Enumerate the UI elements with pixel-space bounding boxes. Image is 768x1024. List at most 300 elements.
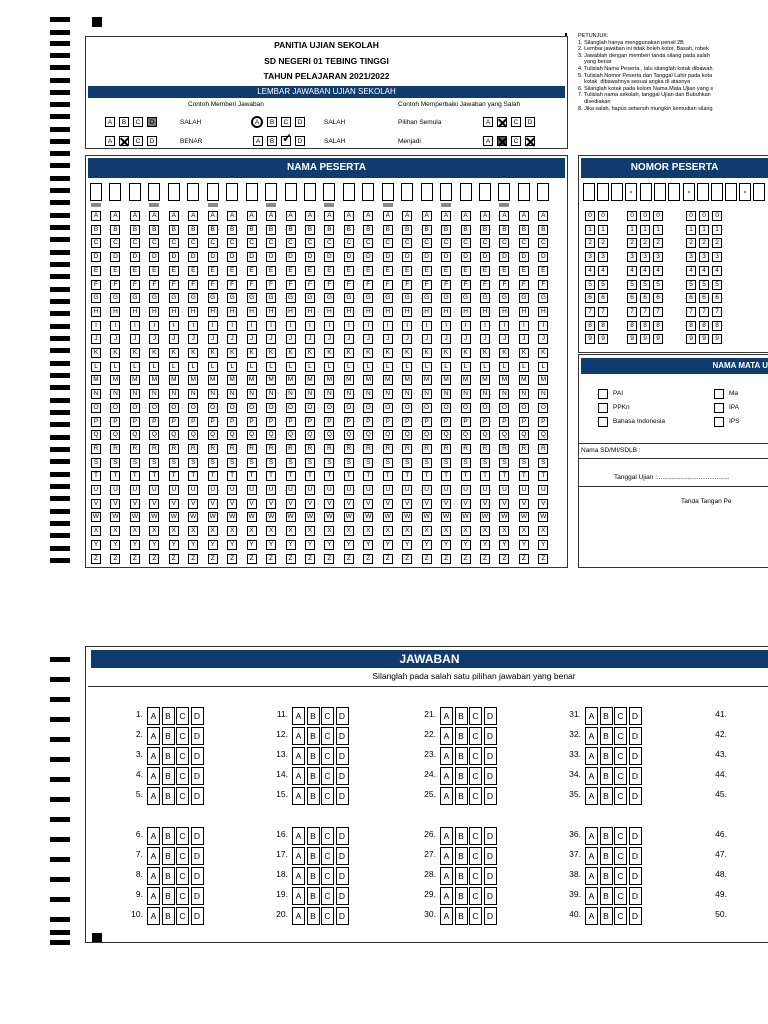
answer-bubble-c[interactable]: C	[176, 827, 189, 845]
answer-bubble-a[interactable]: A	[585, 907, 598, 925]
name-bubble-v[interactable]: V	[110, 499, 120, 509]
name-bubble-q[interactable]: Q	[305, 430, 315, 440]
name-bubble-f[interactable]: F	[110, 280, 120, 290]
name-bubble-n[interactable]: N	[363, 389, 373, 399]
name-bubble-c[interactable]: C	[499, 238, 509, 248]
nomor-bubble-8[interactable]: 8	[699, 321, 709, 331]
name-bubble-t[interactable]: T	[538, 471, 548, 481]
name-bubble-u[interactable]: U	[402, 485, 412, 495]
answer-bubble-d[interactable]: D	[484, 727, 497, 745]
name-bubble-m[interactable]: M	[208, 375, 218, 385]
name-bubble-u[interactable]: U	[324, 485, 334, 495]
name-bubble-e[interactable]: E	[344, 266, 354, 276]
answer-bubble-d[interactable]: D	[336, 867, 349, 885]
name-bubble-b[interactable]: B	[227, 225, 237, 235]
name-bubble-n[interactable]: N	[499, 389, 509, 399]
name-bubble-x[interactable]: X	[519, 526, 529, 536]
name-bubble-o[interactable]: O	[499, 403, 509, 413]
name-bubble-z[interactable]: Z	[461, 554, 471, 564]
name-bubble-z[interactable]: Z	[305, 554, 315, 564]
answer-bubble-b[interactable]: B	[600, 767, 613, 785]
nomor-bubble-2[interactable]: 2	[699, 238, 709, 248]
name-bubble-f[interactable]: F	[227, 280, 237, 290]
name-bubble-v[interactable]: V	[91, 499, 101, 509]
name-bubble-n[interactable]: N	[344, 389, 354, 399]
name-bubble-d[interactable]: D	[402, 252, 412, 262]
nomor-bubble-6[interactable]: 6	[699, 293, 709, 303]
name-bubble-o[interactable]: O	[519, 403, 529, 413]
name-bubble-u[interactable]: U	[441, 485, 451, 495]
name-write-box[interactable]	[226, 183, 238, 201]
answer-bubble-c[interactable]: C	[321, 747, 334, 765]
answer-bubble-a[interactable]: A	[292, 767, 305, 785]
name-bubble-g[interactable]: G	[441, 293, 451, 303]
name-write-box[interactable]	[285, 183, 297, 201]
name-bubble-v[interactable]: V	[266, 499, 276, 509]
name-bubble-q[interactable]: Q	[383, 430, 393, 440]
name-bubble-b[interactable]: B	[441, 225, 451, 235]
answer-bubble-d[interactable]: D	[629, 907, 642, 925]
name-bubble-j[interactable]: J	[188, 334, 198, 344]
name-bubble-v[interactable]: V	[149, 499, 159, 509]
answer-bubble-d[interactable]: D	[191, 887, 204, 905]
name-bubble-n[interactable]: N	[188, 389, 198, 399]
name-bubble-y[interactable]: Y	[305, 540, 315, 550]
name-bubble-o[interactable]: O	[91, 403, 101, 413]
name-bubble-n[interactable]: N	[461, 389, 471, 399]
nomor-bubble-9[interactable]: 9	[653, 334, 663, 344]
name-bubble-h[interactable]: H	[130, 307, 140, 317]
name-bubble-w[interactable]: W	[501, 513, 508, 521]
name-bubble-e[interactable]: E	[305, 266, 315, 276]
answer-bubble-b[interactable]: B	[600, 887, 613, 905]
name-bubble-z[interactable]: Z	[208, 554, 218, 564]
name-bubble-g[interactable]: G	[286, 293, 296, 303]
name-bubble-t[interactable]: T	[169, 471, 179, 481]
answer-bubble-a[interactable]: A	[440, 867, 453, 885]
name-bubble-f[interactable]: F	[402, 280, 412, 290]
nomor-bubble-2[interactable]: 2	[598, 238, 608, 248]
name-bubble-x[interactable]: X	[227, 526, 237, 536]
name-bubble-b[interactable]: B	[149, 225, 159, 235]
nomor-bubble-7[interactable]: 7	[699, 307, 709, 317]
name-bubble-x[interactable]: X	[480, 526, 490, 536]
name-bubble-n[interactable]: N	[169, 389, 179, 399]
name-bubble-q[interactable]: Q	[402, 430, 412, 440]
name-bubble-s[interactable]: S	[208, 458, 218, 468]
name-bubble-h[interactable]: H	[286, 307, 296, 317]
answer-bubble-d[interactable]: D	[336, 787, 349, 805]
name-bubble-d[interactable]: D	[480, 252, 490, 262]
name-bubble-b[interactable]: B	[91, 225, 101, 235]
name-bubble-v[interactable]: V	[499, 499, 509, 509]
name-bubble-h[interactable]: H	[480, 307, 490, 317]
name-bubble-e[interactable]: E	[402, 266, 412, 276]
name-bubble-v[interactable]: V	[286, 499, 296, 509]
name-bubble-i[interactable]: I	[110, 321, 120, 331]
answer-bubble-b[interactable]: B	[162, 847, 175, 865]
name-bubble-v[interactable]: V	[383, 499, 393, 509]
name-bubble-u[interactable]: U	[286, 485, 296, 495]
answer-bubble-d[interactable]: D	[191, 847, 204, 865]
name-bubble-v[interactable]: V	[324, 499, 334, 509]
name-bubble-r[interactable]: R	[499, 444, 509, 454]
name-bubble-e[interactable]: E	[324, 266, 334, 276]
name-bubble-e[interactable]: E	[188, 266, 198, 276]
name-bubble-b[interactable]: B	[402, 225, 412, 235]
name-bubble-t[interactable]: T	[480, 471, 490, 481]
name-bubble-m[interactable]: M	[266, 375, 276, 385]
name-bubble-h[interactable]: H	[110, 307, 120, 317]
name-bubble-q[interactable]: Q	[110, 430, 120, 440]
name-bubble-t[interactable]: T	[149, 471, 159, 481]
answer-bubble-c[interactable]: C	[176, 747, 189, 765]
nomor-bubble-4[interactable]: 4	[653, 266, 663, 276]
nomor-bubble-5[interactable]: 5	[712, 280, 722, 290]
answer-bubble-a[interactable]: A	[585, 867, 598, 885]
name-bubble-f[interactable]: F	[324, 280, 334, 290]
name-bubble-u[interactable]: U	[422, 485, 432, 495]
checkbox-matematika[interactable]	[714, 389, 724, 399]
name-bubble-g[interactable]: G	[402, 293, 412, 303]
name-bubble-k[interactable]: K	[324, 348, 334, 358]
answer-bubble-d[interactable]: D	[484, 827, 497, 845]
name-bubble-g[interactable]: G	[247, 293, 257, 303]
name-bubble-w[interactable]: W	[481, 513, 489, 521]
name-bubble-m[interactable]: M	[110, 375, 120, 385]
name-bubble-l[interactable]: L	[461, 362, 471, 372]
answer-bubble-a[interactable]: A	[147, 767, 160, 785]
name-bubble-f[interactable]: F	[422, 280, 432, 290]
nomor-bubble-9[interactable]: 9	[585, 334, 595, 344]
name-bubble-a[interactable]: A	[91, 211, 101, 221]
answer-bubble-c[interactable]: C	[469, 747, 482, 765]
name-bubble-n[interactable]: N	[227, 389, 237, 399]
name-bubble-d[interactable]: D	[286, 252, 296, 262]
name-bubble-k[interactable]: K	[363, 348, 373, 358]
answer-bubble-d[interactable]: D	[484, 907, 497, 925]
name-bubble-e[interactable]: E	[286, 266, 296, 276]
name-bubble-z[interactable]: Z	[383, 554, 393, 564]
answer-bubble-a[interactable]: A	[440, 827, 453, 845]
nomor-bubble-4[interactable]: 4	[627, 266, 637, 276]
name-bubble-d[interactable]: D	[247, 252, 257, 262]
name-bubble-j[interactable]: J	[227, 334, 237, 344]
name-bubble-j[interactable]: J	[324, 334, 334, 344]
nomor-bubble-6[interactable]: 6	[712, 293, 722, 303]
name-bubble-j[interactable]: J	[208, 334, 218, 344]
name-bubble-r[interactable]: R	[363, 444, 373, 454]
nomor-bubble-0[interactable]: 0	[712, 211, 722, 221]
name-bubble-j[interactable]: J	[169, 334, 179, 344]
name-bubble-z[interactable]: Z	[519, 554, 529, 564]
name-write-box[interactable]	[109, 183, 121, 201]
name-bubble-l[interactable]: L	[363, 362, 373, 372]
name-bubble-t[interactable]: T	[130, 471, 140, 481]
name-bubble-x[interactable]: X	[383, 526, 393, 536]
name-bubble-u[interactable]: U	[149, 485, 159, 495]
name-bubble-t[interactable]: T	[441, 471, 451, 481]
nomor-bubble-1[interactable]: 1	[653, 225, 663, 235]
name-bubble-n[interactable]: N	[208, 389, 218, 399]
name-bubble-h[interactable]: H	[402, 307, 412, 317]
nomor-bubble-3[interactable]: 3	[585, 252, 595, 262]
name-bubble-w[interactable]: W	[306, 513, 313, 521]
answer-bubble-c[interactable]: C	[614, 727, 627, 745]
answer-bubble-c[interactable]: C	[614, 767, 627, 785]
name-bubble-h[interactable]: H	[266, 307, 276, 317]
name-bubble-j[interactable]: J	[286, 334, 296, 344]
name-bubble-y[interactable]: Y	[169, 540, 179, 550]
nomor-bubble-7[interactable]: 7	[686, 307, 696, 317]
name-bubble-n[interactable]: N	[110, 389, 120, 399]
name-bubble-e[interactable]: E	[227, 266, 237, 276]
name-bubble-y[interactable]: Y	[130, 540, 140, 550]
answer-bubble-c[interactable]: C	[321, 847, 334, 865]
name-bubble-d[interactable]: D	[499, 252, 509, 262]
name-bubble-i[interactable]: I	[169, 321, 179, 331]
name-bubble-z[interactable]: Z	[227, 554, 237, 564]
name-bubble-y[interactable]: Y	[91, 540, 101, 550]
name-write-box[interactable]	[323, 183, 335, 201]
answer-bubble-b[interactable]: B	[162, 827, 175, 845]
name-write-box[interactable]	[168, 183, 180, 201]
name-bubble-s[interactable]: S	[441, 458, 451, 468]
answer-bubble-b[interactable]: B	[162, 767, 175, 785]
name-bubble-b[interactable]: B	[130, 225, 140, 235]
name-bubble-y[interactable]: Y	[149, 540, 159, 550]
name-bubble-i[interactable]: I	[499, 321, 509, 331]
name-bubble-k[interactable]: K	[110, 348, 120, 358]
name-bubble-e[interactable]: E	[461, 266, 471, 276]
name-bubble-c[interactable]: C	[519, 238, 529, 248]
nomor-bubble-1[interactable]: 1	[627, 225, 637, 235]
name-bubble-c[interactable]: C	[130, 238, 140, 248]
name-bubble-a[interactable]: A	[110, 211, 120, 221]
name-bubble-m[interactable]: M	[402, 375, 412, 385]
name-bubble-t[interactable]: T	[383, 471, 393, 481]
answer-bubble-c[interactable]: C	[321, 707, 334, 725]
name-bubble-f[interactable]: F	[286, 280, 296, 290]
name-bubble-s[interactable]: S	[227, 458, 237, 468]
name-bubble-e[interactable]: E	[499, 266, 509, 276]
checkbox-ppkn[interactable]	[598, 403, 608, 413]
answer-bubble-b[interactable]: B	[162, 727, 175, 745]
name-bubble-y[interactable]: Y	[383, 540, 393, 550]
nomor-bubble-1[interactable]: 1	[585, 225, 595, 235]
answer-bubble-a[interactable]: A	[585, 827, 598, 845]
name-bubble-a[interactable]: A	[286, 211, 296, 221]
answer-bubble-b[interactable]: B	[600, 867, 613, 885]
name-bubble-n[interactable]: N	[149, 389, 159, 399]
nomor-write-box[interactable]	[654, 183, 666, 201]
nomor-bubble-8[interactable]: 8	[585, 321, 595, 331]
name-bubble-i[interactable]: I	[538, 321, 548, 331]
name-bubble-a[interactable]: A	[363, 211, 373, 221]
name-bubble-l[interactable]: L	[422, 362, 432, 372]
name-write-box[interactable]	[246, 183, 258, 201]
checkbox-pai[interactable]	[598, 389, 608, 399]
name-bubble-e[interactable]: E	[480, 266, 490, 276]
name-bubble-s[interactable]: S	[110, 458, 120, 468]
name-bubble-i[interactable]: I	[519, 321, 529, 331]
name-bubble-x[interactable]: X	[110, 526, 120, 536]
name-bubble-w[interactable]: W	[326, 513, 333, 521]
nomor-bubble-4[interactable]: 4	[640, 266, 650, 276]
name-bubble-b[interactable]: B	[286, 225, 296, 235]
nomor-write-box[interactable]	[611, 183, 623, 201]
nomor-bubble-3[interactable]: 3	[640, 252, 650, 262]
name-bubble-u[interactable]: U	[480, 485, 490, 495]
name-bubble-k[interactable]: K	[402, 348, 412, 358]
name-bubble-v[interactable]: V	[227, 499, 237, 509]
nomor-bubble-4[interactable]: 4	[699, 266, 709, 276]
nomor-bubble-5[interactable]: 5	[699, 280, 709, 290]
answer-bubble-d[interactable]: D	[629, 847, 642, 865]
nomor-write-box[interactable]	[725, 183, 737, 201]
name-bubble-a[interactable]: A	[480, 211, 490, 221]
name-bubble-f[interactable]: F	[383, 280, 393, 290]
name-bubble-t[interactable]: T	[110, 471, 120, 481]
name-bubble-a[interactable]: A	[499, 211, 509, 221]
name-bubble-d[interactable]: D	[130, 252, 140, 262]
name-bubble-o[interactable]: O	[363, 403, 373, 413]
name-bubble-z[interactable]: Z	[344, 554, 354, 564]
name-bubble-s[interactable]: S	[363, 458, 373, 468]
name-bubble-j[interactable]: J	[149, 334, 159, 344]
name-bubble-p[interactable]: P	[422, 417, 432, 427]
name-bubble-k[interactable]: K	[441, 348, 451, 358]
name-bubble-t[interactable]: T	[499, 471, 509, 481]
name-bubble-k[interactable]: K	[266, 348, 276, 358]
name-bubble-h[interactable]: H	[208, 307, 218, 317]
name-bubble-b[interactable]: B	[305, 225, 315, 235]
name-bubble-z[interactable]: Z	[538, 554, 548, 564]
name-bubble-e[interactable]: E	[363, 266, 373, 276]
name-bubble-a[interactable]: A	[227, 211, 237, 221]
name-bubble-i[interactable]: I	[149, 321, 159, 331]
name-bubble-k[interactable]: K	[422, 348, 432, 358]
name-bubble-u[interactable]: U	[169, 485, 179, 495]
name-bubble-m[interactable]: M	[247, 375, 257, 385]
name-bubble-y[interactable]: Y	[402, 540, 412, 550]
name-bubble-q[interactable]: Q	[422, 430, 432, 440]
answer-bubble-b[interactable]: B	[455, 787, 468, 805]
name-bubble-q[interactable]: Q	[441, 430, 451, 440]
name-write-box[interactable]	[498, 183, 510, 201]
name-bubble-m[interactable]: M	[383, 375, 393, 385]
answer-bubble-c[interactable]: C	[614, 867, 627, 885]
name-write-box[interactable]	[265, 183, 277, 201]
answer-bubble-a[interactable]: A	[585, 887, 598, 905]
answer-bubble-b[interactable]: B	[307, 887, 320, 905]
name-bubble-y[interactable]: Y	[538, 540, 548, 550]
name-bubble-j[interactable]: J	[344, 334, 354, 344]
name-bubble-k[interactable]: K	[149, 348, 159, 358]
answer-bubble-a[interactable]: A	[440, 747, 453, 765]
name-bubble-o[interactable]: O	[422, 403, 432, 413]
name-bubble-m[interactable]: M	[130, 375, 140, 385]
answer-bubble-a[interactable]: A	[585, 767, 598, 785]
name-bubble-j[interactable]: J	[130, 334, 140, 344]
name-bubble-d[interactable]: D	[461, 252, 471, 262]
nomor-bubble-1[interactable]: 1	[712, 225, 722, 235]
name-bubble-e[interactable]: E	[91, 266, 101, 276]
name-bubble-g[interactable]: G	[149, 293, 159, 303]
nomor-bubble-8[interactable]: 8	[598, 321, 608, 331]
name-bubble-y[interactable]: Y	[208, 540, 218, 550]
name-write-box[interactable]	[401, 183, 413, 201]
name-bubble-m[interactable]: M	[441, 375, 451, 385]
name-bubble-m[interactable]: M	[344, 375, 354, 385]
name-write-box[interactable]	[440, 183, 452, 201]
name-write-box[interactable]	[187, 183, 199, 201]
name-bubble-u[interactable]: U	[499, 485, 509, 495]
nomor-bubble-5[interactable]: 5	[653, 280, 663, 290]
answer-bubble-d[interactable]: D	[336, 827, 349, 845]
nomor-bubble-1[interactable]: 1	[699, 225, 709, 235]
name-bubble-h[interactable]: H	[441, 307, 451, 317]
name-bubble-m[interactable]: M	[422, 375, 432, 385]
name-bubble-v[interactable]: V	[305, 499, 315, 509]
answer-bubble-c[interactable]: C	[469, 847, 482, 865]
answer-bubble-a[interactable]: A	[147, 847, 160, 865]
nomor-bubble-8[interactable]: 8	[653, 321, 663, 331]
answer-bubble-c[interactable]: C	[469, 707, 482, 725]
name-bubble-e[interactable]: E	[266, 266, 276, 276]
nomor-bubble-0[interactable]: 0	[640, 211, 650, 221]
name-bubble-m[interactable]: M	[461, 375, 471, 385]
name-bubble-g[interactable]: G	[519, 293, 529, 303]
name-bubble-x[interactable]: X	[305, 526, 315, 536]
name-bubble-d[interactable]: D	[91, 252, 101, 262]
name-bubble-x[interactable]: X	[422, 526, 432, 536]
nomor-bubble-6[interactable]: 6	[598, 293, 608, 303]
name-bubble-a[interactable]: A	[383, 211, 393, 221]
answer-bubble-a[interactable]: A	[440, 707, 453, 725]
name-bubble-y[interactable]: Y	[188, 540, 198, 550]
answer-bubble-b[interactable]: B	[455, 827, 468, 845]
name-bubble-r[interactable]: R	[149, 444, 159, 454]
name-bubble-y[interactable]: Y	[110, 540, 120, 550]
name-bubble-k[interactable]: K	[169, 348, 179, 358]
name-bubble-i[interactable]: I	[266, 321, 276, 331]
answer-bubble-d[interactable]: D	[484, 707, 497, 725]
name-bubble-k[interactable]: K	[130, 348, 140, 358]
nomor-bubble-5[interactable]: 5	[627, 280, 637, 290]
name-bubble-z[interactable]: Z	[169, 554, 179, 564]
name-bubble-d[interactable]: D	[344, 252, 354, 262]
name-bubble-i[interactable]: I	[130, 321, 140, 331]
name-bubble-v[interactable]: V	[480, 499, 490, 509]
name-write-box[interactable]	[90, 183, 102, 201]
checkbox-ipa[interactable]	[714, 403, 724, 413]
answer-bubble-a[interactable]: A	[585, 847, 598, 865]
name-bubble-i[interactable]: I	[383, 321, 393, 331]
name-bubble-l[interactable]: L	[305, 362, 315, 372]
answer-bubble-d[interactable]: D	[336, 747, 349, 765]
name-bubble-l[interactable]: L	[441, 362, 451, 372]
name-bubble-q[interactable]: Q	[169, 430, 179, 440]
name-bubble-c[interactable]: C	[208, 238, 218, 248]
name-bubble-f[interactable]: F	[305, 280, 315, 290]
name-bubble-j[interactable]: J	[519, 334, 529, 344]
name-bubble-l[interactable]: L	[247, 362, 257, 372]
nomor-bubble-6[interactable]: 6	[686, 293, 696, 303]
name-bubble-q[interactable]: Q	[188, 430, 198, 440]
answer-bubble-a[interactable]: A	[292, 727, 305, 745]
name-bubble-z[interactable]: Z	[247, 554, 257, 564]
